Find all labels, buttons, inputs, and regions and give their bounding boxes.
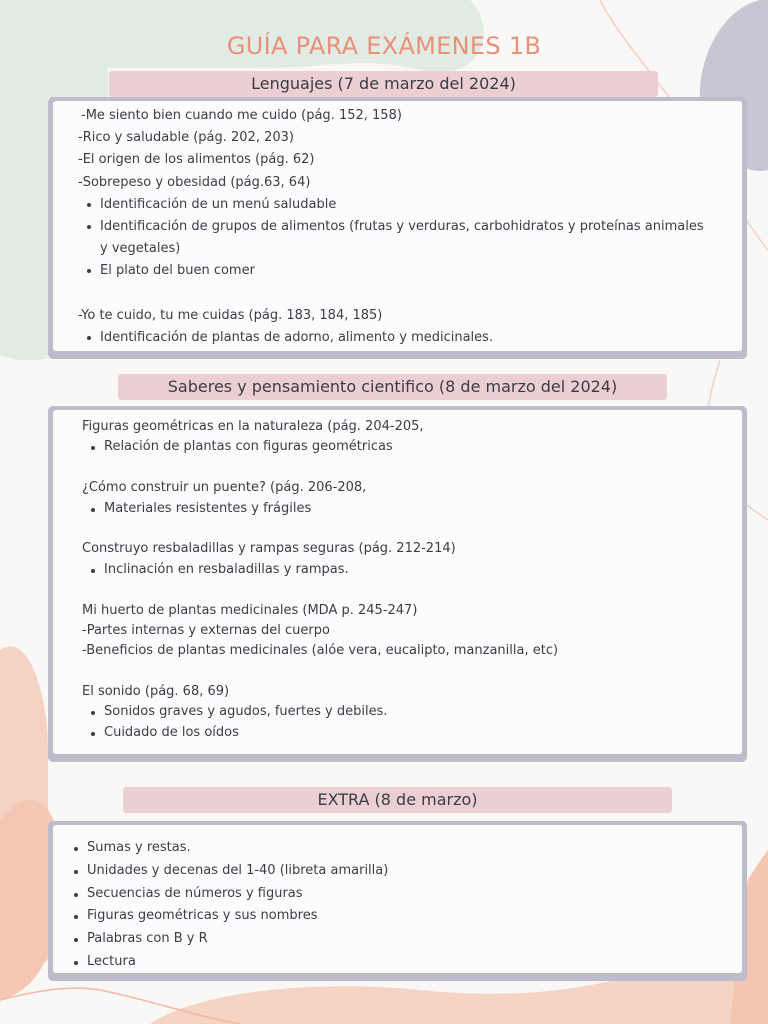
bullet-item: Inclinación en resbaladillas y rampas.	[82, 560, 742, 580]
list-item: -Beneficios de plantas medicinales (alóe vera, eucalipto, manzanilla, etc)	[82, 643, 559, 659]
list-item: El sonido (pág. 68, 69)	[82, 684, 230, 700]
bullet-item: Sonidos graves y agudos, fuertes y debiles.	[82, 702, 742, 722]
spacer	[82, 662, 742, 682]
card-content	[53, 101, 742, 351]
bullet-item: Unidades y decenas del 1-40 (libreta amarilla)	[67, 860, 742, 883]
page-title: GUÍA PARA EXÁMENES 1B	[226, 32, 542, 60]
spacer	[82, 580, 742, 600]
list-item: -Sobrepeso y obesidad (pág.63, 64)	[78, 174, 311, 190]
spacer	[82, 458, 742, 478]
section-header-saberes: Saberes y pensamiento cientifico (8 de marzo del 2024)	[118, 374, 667, 400]
card-content	[53, 825, 742, 973]
bullet-item: Relación de plantas con figuras geométricas	[82, 437, 742, 457]
list-item: Figuras geométricas en la naturaleza (pág. 204-205,	[82, 419, 424, 434]
list-item: -Partes internas y externas del cuerpo	[82, 622, 330, 638]
list-item: -Rico y saludable (pág. 202, 203)	[78, 130, 294, 146]
bullet-item: Palabras con B y R	[67, 928, 742, 951]
bullet-item-continuation: y vegetales)	[100, 241, 181, 257]
bullet-item: Materiales resistentes y frágiles	[82, 499, 742, 519]
bullet-item: Identificación de un menú saludable	[78, 194, 742, 216]
section-header-lenguajes: Lenguajes (7 de marzo del 2024)	[109, 71, 658, 97]
card-saberes	[48, 406, 747, 762]
list-item: Construyo resbaladillas y rampas seguras (pág. 212-214)	[82, 541, 456, 557]
card-content	[53, 410, 742, 754]
bullet-item: Figuras geométricas y sus nombres	[67, 905, 742, 928]
list-item: Mi huerto de plantas medicinales (MDA p. 245-247)	[82, 602, 418, 618]
list-item: -Yo te cuido, tu me cuidas (pág. 183, 184, 185)	[78, 307, 383, 323]
spacer	[82, 519, 742, 539]
card-extra	[48, 821, 747, 981]
bullet-item: Cuidado de los oídos	[82, 723, 742, 743]
list-item: -El origen de los alimentos (pág. 62)	[78, 152, 315, 168]
bullet-item: Sumas y restas.	[67, 837, 742, 860]
spacer	[78, 283, 742, 305]
bullet-item: Identificación de plantas de adorno, alimento y medicinales.	[78, 327, 742, 349]
section-header-extra: EXTRA (8 de marzo)	[123, 787, 672, 813]
bullet-item: Secuencias de números y figuras	[67, 883, 742, 906]
list-item: ¿Cómo construir un puente? (pág. 206-208,	[82, 480, 367, 496]
bullet-item: Lectura	[67, 951, 742, 973]
bullet-item: Identificación de grupos de alimentos (frutas y verduras, carbohidratos y proteínas animales	[78, 216, 742, 238]
bullet-item: El plato del buen comer	[78, 260, 742, 282]
list-item: -Me siento bien cuando me cuido (pág. 152, 158)	[81, 108, 402, 123]
card-lenguajes	[48, 97, 747, 359]
